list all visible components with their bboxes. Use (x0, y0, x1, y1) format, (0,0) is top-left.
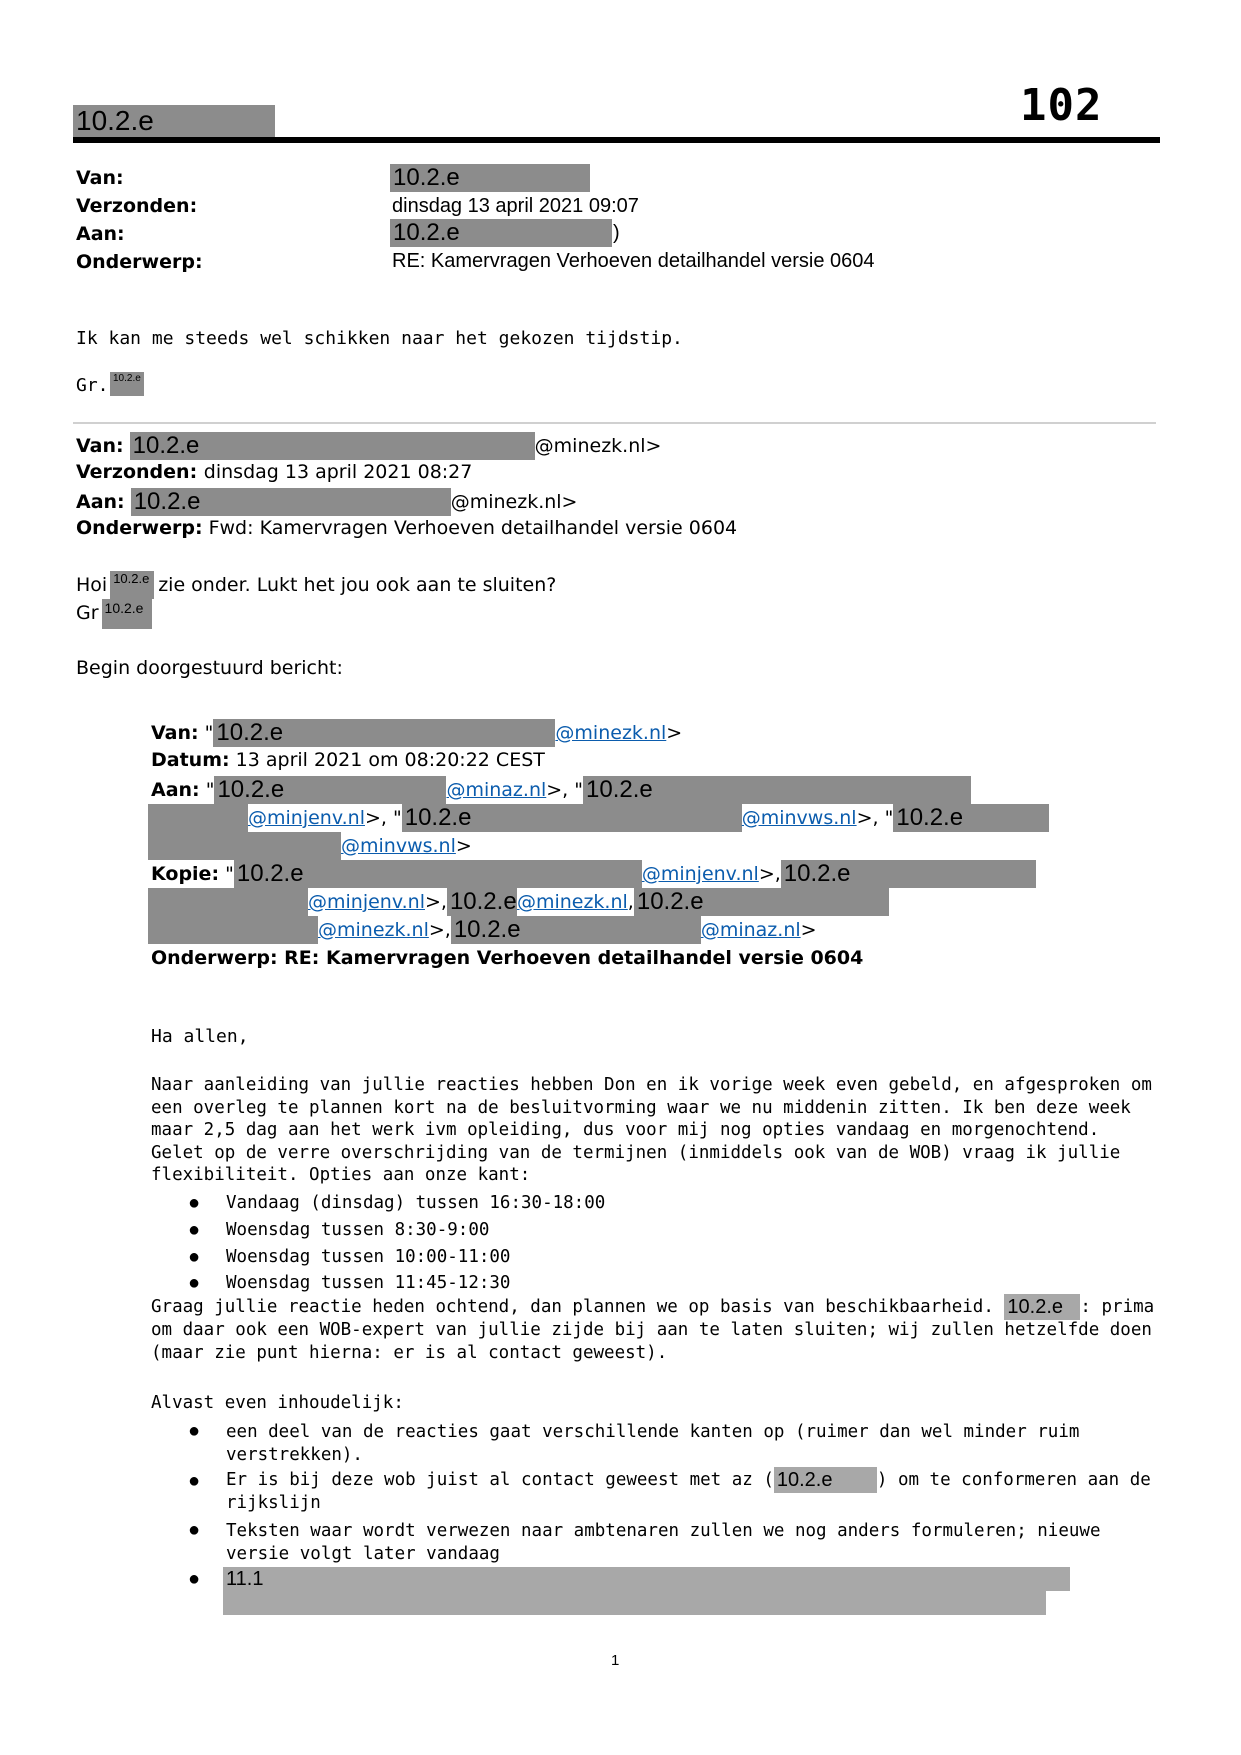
bullet-icon: ● (188, 1272, 201, 1294)
fwd-verzonden-value: dinsdag 13 april 2021 08:27 (203, 461, 473, 483)
orig-aan-line3 (148, 832, 472, 860)
point-item-1 (226, 1421, 1079, 1466)
point-redaction: 10.2.e (774, 1467, 877, 1493)
point-line (226, 1467, 1151, 1493)
orig-aan-prefix: " (205, 779, 215, 801)
fwd-verzonden-line (76, 461, 472, 483)
orig-onderwerp-label: Onderwerp: (151, 947, 278, 969)
bullet-icon: ● (188, 1519, 201, 1541)
orig-kopie-sep-3: , (627, 891, 634, 913)
body-greeting: Ha allen, (151, 1026, 249, 1047)
meta-aan-redaction: 10.2.e (390, 219, 612, 247)
orig-aan-link-2[interactable]: @minjenv.nl (248, 807, 365, 829)
meta-verzonden-label: Verzonden: (76, 195, 198, 217)
point-item-3 (226, 1520, 1100, 1565)
orig-kopie-link-3[interactable]: @minezk.nl (516, 891, 628, 913)
bullet-icon: ● (188, 1420, 201, 1442)
orig-aan-redaction-2: 10.2.e (583, 776, 971, 804)
orig-kopie-line2 (148, 888, 889, 916)
fwd-onderwerp-value: Fwd: Kamervragen Verhoeven detailhandel versie 0604 (208, 517, 738, 539)
body-para2-redaction: 10.2.e (1004, 1294, 1080, 1320)
orig-aan-close: > (455, 835, 472, 857)
reply-text: Ik kan me steeds wel schikken naar het gekozen tijdstip. (76, 328, 683, 349)
point-text-b: ) om te conformeren aan de (876, 1470, 1151, 1490)
orig-aan-label: Aan: (151, 779, 200, 801)
separator-line (73, 422, 1156, 424)
fwd-van-label: Van: (76, 435, 124, 457)
meta-aan-label: Aan: (76, 223, 125, 245)
orig-kopie-sep-1: >, (758, 863, 781, 885)
orig-aan-link-4[interactable]: @minvws.nl (341, 835, 456, 857)
orig-kopie-redaction-5: 10.2.e (451, 916, 701, 944)
page-number: 1 (611, 1652, 620, 1669)
body-para2-line-2: om daar ook een WOB-expert van jullie zijde bij aan te laten sluiten; wij zullen hetzelfde doen (151, 1320, 1152, 1340)
point-line: versie volgt later vandaag (226, 1543, 500, 1564)
orig-aan-redaction-4: 10.2.e (893, 804, 1049, 832)
point-line: Teksten waar wordt verwezen naar ambtenaren zullen we nog anders formuleren; nieuwe (226, 1521, 1101, 1541)
orig-aan-sep-3: >, " (856, 807, 894, 829)
fwd-hoi: Hoi (76, 574, 108, 596)
orig-aan-sep-1: >, " (546, 779, 584, 801)
orig-aan-line2 (148, 804, 1049, 832)
orig-kopie-prefix: " (225, 863, 234, 885)
fwd-gr-line (76, 599, 152, 629)
bullet-icon: ● (188, 1470, 201, 1492)
point-line: verstrekken). (226, 1444, 363, 1465)
orig-kopie-label: Kopie: (151, 863, 220, 885)
fwd-hoi-redaction: 10.2.e (110, 571, 154, 599)
meta-verzonden-value: dinsdag 13 april 2021 09:07 (392, 195, 639, 217)
orig-aan-sep-2: >, " (364, 807, 402, 829)
orig-aan-line1 (151, 776, 971, 804)
fwd-verzonden-label: Verzonden: (76, 461, 198, 483)
orig-van-label: Van: (151, 722, 199, 744)
orig-kopie-redaction-2-cont (148, 888, 308, 916)
orig-aan-redaction-4-cont (148, 832, 341, 860)
fwd-aan-line (76, 488, 577, 516)
fwd-van-redaction: 10.2.e (130, 432, 535, 460)
option-item: Woensdag tussen 10:00-11:00 (226, 1247, 511, 1267)
point-redaction-large-cont (223, 1591, 1046, 1615)
fwd-aan-redaction: 10.2.e (131, 488, 451, 516)
orig-van-prefix: " (204, 722, 214, 744)
orig-kopie-sep-2: >, (424, 891, 447, 913)
orig-van-link[interactable]: @minezk.nl (555, 722, 667, 744)
fwd-van-line (76, 432, 661, 460)
fwd-begin: Begin doorgestuurd bericht: (76, 657, 343, 679)
orig-van-close: > (666, 722, 683, 744)
orig-kopie-link-1[interactable]: @minjenv.nl (641, 863, 759, 885)
meta-onderwerp-label: Onderwerp: (76, 251, 203, 273)
orig-kopie-redaction-4-cont (148, 916, 318, 944)
orig-datum-value: 13 april 2021 om 08:20:22 CEST (235, 749, 545, 771)
body-para1-line: Gelet op de verre overschrijding van de termijnen (inmiddels ook van de WOB) vraag ik jullie (151, 1142, 1121, 1163)
orig-kopie-redaction-2: 10.2.e (781, 860, 1036, 888)
orig-aan-link-3[interactable]: @minvws.nl (741, 807, 857, 829)
orig-van-line (151, 719, 682, 747)
fwd-onderwerp-label: Onderwerp: (76, 517, 203, 539)
body-alvast: Alvast even inhoudelijk: (151, 1393, 404, 1413)
reply-greeting-redaction: 10.2.e (110, 372, 144, 396)
option-item: Vandaag (dinsdag) tussen 16:30-18:00 (226, 1193, 606, 1213)
body-paragraph-1 (151, 1074, 1152, 1187)
bullet-icon: ● (188, 1192, 201, 1214)
orig-aan-redaction-2-cont (148, 804, 248, 832)
bullet-icon: ● (188, 1568, 201, 1590)
orig-kopie-redaction-1: 10.2.e (234, 860, 642, 888)
orig-kopie-link-2[interactable]: @minjenv.nl (308, 891, 425, 913)
orig-kopie-close: > (800, 919, 817, 941)
fwd-hoi-rest: zie onder. Lukt het jou ook aan te sluiten? (158, 574, 557, 596)
option-item: Woensdag tussen 11:45-12:30 (226, 1273, 511, 1293)
body-para2-line-3: (maar zie punt hierna: er is al contact geweest). (151, 1343, 668, 1363)
orig-onderwerp-value: RE: Kamervragen Verhoeven detailhandel versie 0604 (284, 947, 864, 969)
orig-aan-redaction-3: 10.2.e (402, 804, 742, 832)
orig-kopie-link-4[interactable]: @minezk.nl (318, 919, 429, 941)
body-para2-line-1 (151, 1294, 1154, 1320)
reply-greeting: Gr. (76, 375, 109, 396)
point-item-2 (226, 1467, 1151, 1513)
bullet-icon: ● (188, 1219, 201, 1241)
orig-kopie-redaction-4: 10.2.e (634, 888, 889, 916)
fwd-hoi-line (76, 571, 556, 599)
body-para1-line: een overleg te plannen kort na de besluitvorming waar we nu middenin zitten. Ik ben deze week (151, 1097, 1131, 1118)
bullet-icon: ● (188, 1246, 201, 1268)
option-item: Woensdag tussen 8:30-9:00 (226, 1220, 490, 1240)
document-number: 102 (1020, 80, 1103, 131)
header-rule (73, 137, 1160, 143)
point-line: rijkslijn (226, 1493, 321, 1513)
point-line: een deel van de reacties gaat verschillende kanten op (ruimer dan wel minder ruim (226, 1422, 1080, 1442)
meta-van-label: Van: (76, 167, 124, 189)
fwd-gr: Gr (76, 602, 99, 624)
header-sender-redaction: 10.2.e (73, 105, 275, 137)
orig-aan-redaction-1: 10.2.e (214, 776, 446, 804)
orig-kopie-sep-4: >, (428, 919, 451, 941)
orig-kopie-line1 (151, 860, 1036, 888)
body-para1-line: maar 2,5 dag aan het werk ivm opleiding, dus voor mij nog opties vandaag en morgenochtend. (151, 1120, 1100, 1141)
fwd-van-domain: @minezk.nl> (534, 435, 662, 457)
body-para2-text-a: Graag jullie reactie heden ochtend, dan plannen we op basis van beschikbaarheid. (151, 1297, 994, 1317)
body-para1-line: Naar aanleiding van jullie reacties hebben Don en ik vorige week even gebeld, en afgesproken om (151, 1075, 1152, 1095)
fwd-aan-label: Aan: (76, 491, 125, 513)
fwd-gr-redaction: 10.2.e (102, 599, 152, 629)
orig-datum-line (151, 749, 545, 771)
body-para1-line: flexibiliteit. Opties aan onze kant: (151, 1165, 531, 1186)
orig-kopie-line3 (148, 916, 817, 944)
orig-datum-label: Datum: (151, 749, 230, 771)
body-para2-text-b: : prima (1080, 1297, 1155, 1317)
orig-onderwerp-line (151, 947, 863, 969)
orig-kopie-redaction-3: 10.2.e (447, 888, 517, 916)
fwd-onderwerp-line (76, 517, 737, 539)
point-text-a: Er is bij deze wob juist al contact geweest met az ( (226, 1470, 774, 1490)
orig-aan-link-1[interactable]: @minaz.nl (446, 779, 547, 801)
fwd-aan-domain: @minezk.nl> (450, 491, 578, 513)
meta-aan-suffix: ) (613, 222, 620, 244)
orig-van-redaction: 10.2.e (213, 719, 555, 747)
orig-kopie-link-5[interactable]: @minaz.nl (700, 919, 801, 941)
meta-onderwerp-value: RE: Kamervragen Verhoeven detailhandel versie 0604 (392, 250, 875, 272)
point-redaction-large: 11.1 (223, 1567, 1070, 1591)
meta-van-redaction: 10.2.e (390, 164, 590, 192)
